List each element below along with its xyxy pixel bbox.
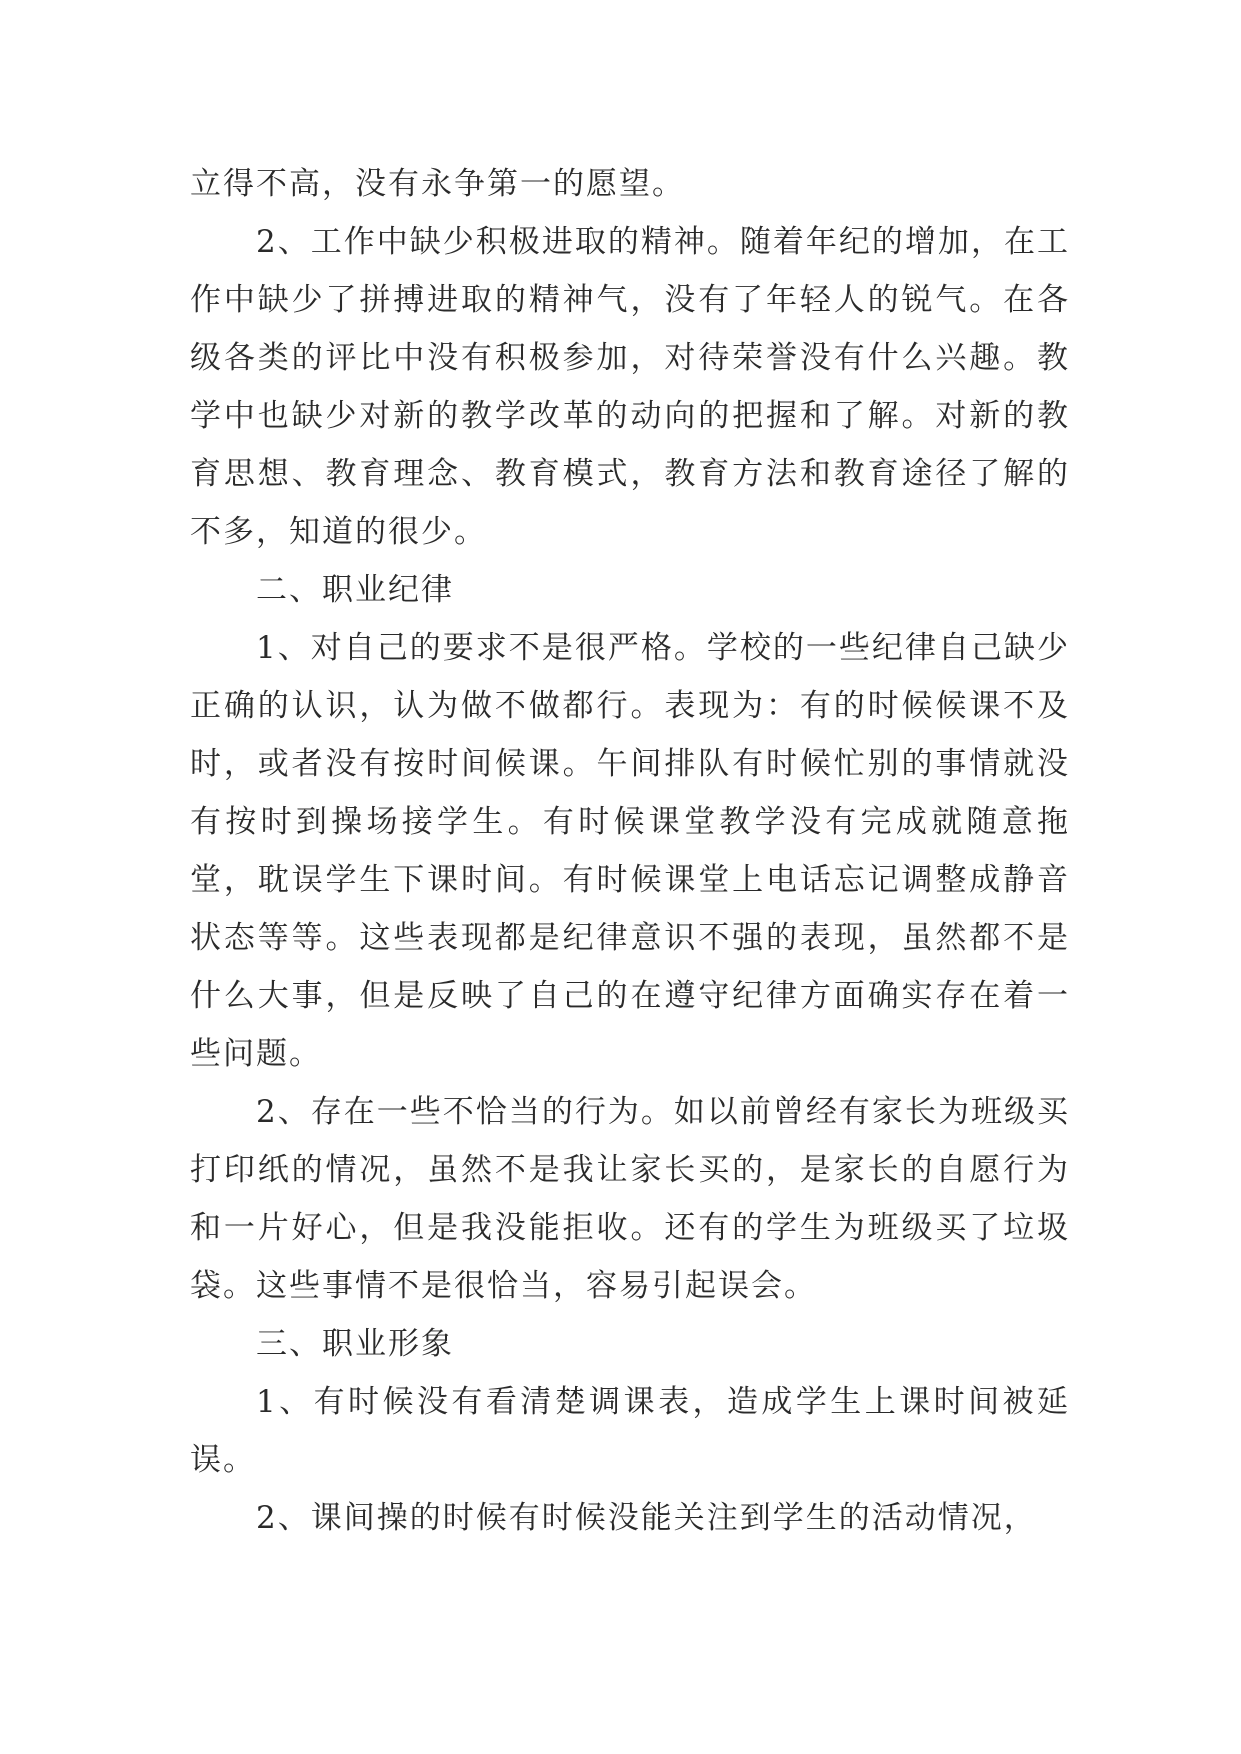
paragraph-continuation: 立得不高，没有永争第一的愿望。 [190,166,685,202]
document-body [190,155,1070,1547]
paragraph-recess-exercise: 2、课间操的时候有时候没能关注到学生的活动情况， [256,1500,1037,1536]
paragraph-improper-behavior: 2、存在一些不恰当的行为。如以前曾经有家长为班级买打印纸的情况，虽然不是我让家长买的，是家长的自愿行为和一片好心，但是我没能拒收。还有的学生为班级买了垃圾袋。这些事情不是很恰当，容易引起误会。 [190,1094,1070,1304]
paragraph-work-spirit: 2、工作中缺少积极进取的精神。随着年纪的增加，在工作中缺少了拼搏进取的精神气，没有了年轻人的锐气。在各级各类的评比中没有积极参加，对待荣誉没有什么兴趣。教学中也缺少对新的教学改革的动向的把握和了解。对新的教育思想、教育理念、教育模式，教育方法和教育途径了解的不多，知道的很少。 [190,224,1070,550]
section-heading-image: 三、职业形象 [256,1326,454,1362]
paragraph-schedule: 1、有时候没有看清楚调课表，造成学生上课时间被延误。 [190,1384,1070,1478]
paragraph-self-requirements: 1、对自己的要求不是很严格。学校的一些纪律自己缺少正确的认识，认为做不做都行。表现为：有的时候候课不及时，或者没有按时间候课。午间排队有时候忙别的事情就没有按时到操场接学生。有时候课堂教学没有完成就随意拖堂，耽误学生下课时间。有时候课堂上电话忘记调整成静音状态等等。这些表现都是纪律意识不强的表现，虽然都不是什么大事，但是反映了自己的在遵守纪律方面确实存在着一些问题。 [190,630,1070,1072]
section-heading-discipline: 二、职业纪律 [256,572,454,608]
